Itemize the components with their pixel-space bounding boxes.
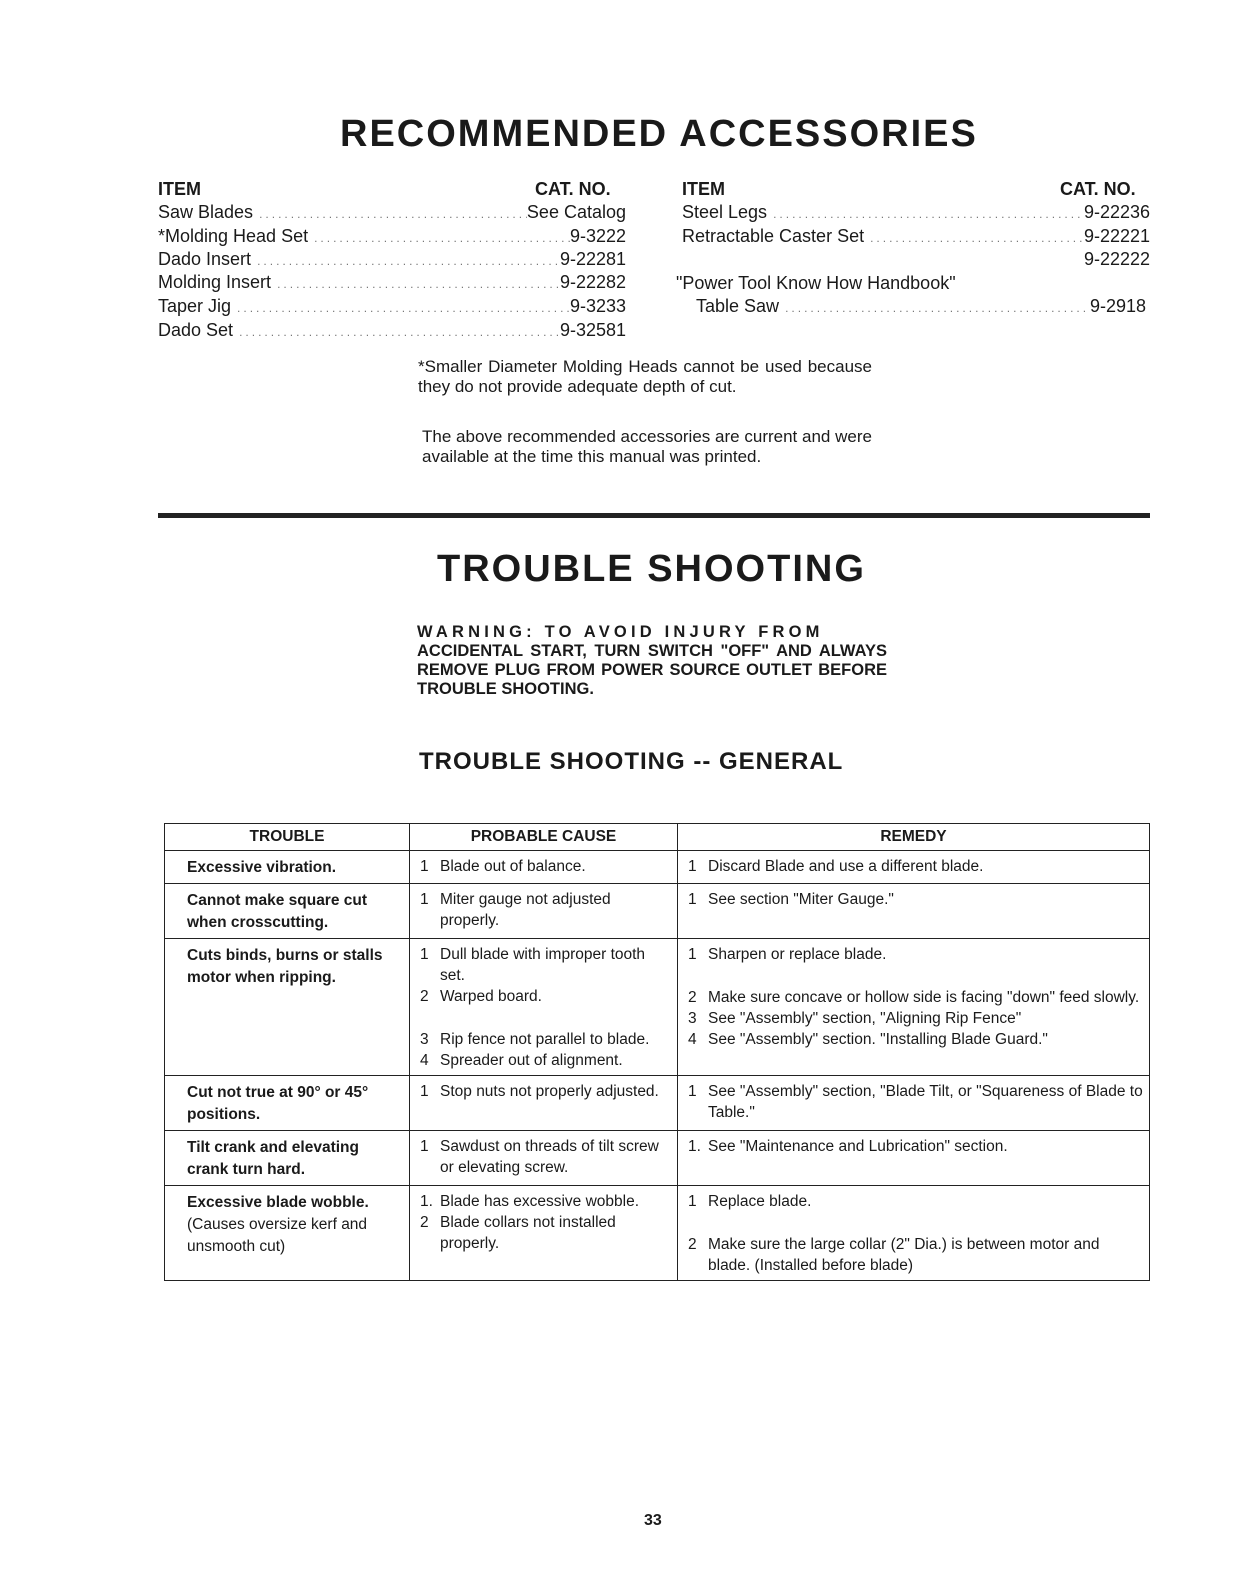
remedy-cell xyxy=(678,939,1150,1076)
cause-cell xyxy=(410,884,678,939)
accessory-row xyxy=(158,272,626,293)
accessories-title: RECOMMENDED ACCESSORIES xyxy=(340,113,978,155)
item-number: 4 xyxy=(688,1031,697,1048)
item-number: 1 xyxy=(420,946,429,963)
cause-text: Spreader out of alignment. xyxy=(440,1052,623,1069)
cause-header: PROBABLE CAUSE xyxy=(410,824,678,851)
cause-cell xyxy=(410,939,678,1076)
cause-text: Blade collars not installed properly. xyxy=(440,1214,616,1252)
trouble-cell: Cannot make square cut when crosscutting. xyxy=(165,884,410,939)
table-row xyxy=(165,1076,1150,1131)
trouble-text: Excessive blade wobble. xyxy=(187,1194,369,1211)
accessory-item: Steel Legs xyxy=(682,202,768,222)
cause-text: Rip fence not parallel to blade. xyxy=(440,1031,650,1048)
accessory-item: "Power Tool Know How Handbook" xyxy=(676,273,956,293)
cause-cell xyxy=(410,851,678,884)
warning-line: WARNING: TO AVOID INJURY FROM xyxy=(417,623,824,641)
accessory-item: Saw Blades xyxy=(158,202,254,222)
accessory-cat-no: 9-2918 xyxy=(1089,296,1146,316)
remedy-text: See "Assembly" section, "Blade Tilt, or "Squareness of Blade to Table." xyxy=(708,1083,1143,1121)
left-cat-header: CAT. NO. xyxy=(535,179,611,199)
accessory-cat-no: 9-22282 xyxy=(559,272,626,292)
remedy-text: Make sure the large collar (2" Dia.) is between motor and blade. (Installed before blade) xyxy=(708,1236,1100,1274)
accessory-row xyxy=(158,249,626,270)
page-number: 33 xyxy=(644,1512,662,1529)
cause-text: Blade out of balance. xyxy=(440,858,586,875)
remedy-cell xyxy=(678,851,1150,884)
remedy-text: Discard Blade and use a different blade. xyxy=(708,858,984,875)
item-number: 1. xyxy=(420,1193,433,1210)
accessory-row xyxy=(682,226,1150,247)
accessory-row xyxy=(682,202,1150,223)
trouble-header: TROUBLE xyxy=(165,824,410,851)
item-number: 2 xyxy=(688,989,697,1006)
cause-text: Stop nuts not properly adjusted. xyxy=(440,1083,659,1100)
table-header-row xyxy=(165,824,1150,851)
trouble-cell xyxy=(165,1186,410,1281)
accessory-item: Taper Jig xyxy=(158,296,232,316)
item-number: 1 xyxy=(688,1083,697,1100)
right-cat-header: CAT. NO. xyxy=(1060,179,1136,199)
troubleshooting-title: TROUBLE SHOOTING xyxy=(437,548,866,590)
section-divider xyxy=(158,513,1150,518)
item-number: 1 xyxy=(420,1138,429,1155)
table-row xyxy=(165,884,1150,939)
accessory-cat-no: 9-3222 xyxy=(569,226,626,246)
warning-text: ACCIDENTAL START, TURN SWITCH "OFF" AND ALWAYS REMOVE PLUG FROM POWER SOURCE OUTLET BEFORE TROUBLE SHOOTING. xyxy=(417,642,887,698)
table-row xyxy=(165,939,1150,1076)
accessory-item: Dado Set xyxy=(158,320,234,340)
accessory-item: Retractable Caster Set xyxy=(682,226,865,246)
accessory-cat-no: 9-22281 xyxy=(559,249,626,269)
accessory-cat-no: See Catalog xyxy=(526,202,626,222)
table-row xyxy=(165,1186,1150,1281)
left-item-header: ITEM xyxy=(158,179,201,199)
accessory-cat-no: 9-3233 xyxy=(569,296,626,316)
cause-text: Dull blade with improper tooth set. xyxy=(440,946,646,984)
item-number: 2 xyxy=(688,1236,697,1253)
remedy-text: Make sure concave or hollow side is facing "down" feed slowly. xyxy=(708,989,1140,1006)
remedy-text: See "Assembly" section. "Installing Blade Guard." xyxy=(708,1031,1048,1048)
remedy-text: Replace blade. xyxy=(708,1193,812,1210)
accessory-cat-no: 9-32581 xyxy=(559,320,626,340)
accessory-row xyxy=(158,226,626,247)
item-number: 1 xyxy=(420,891,429,908)
troubleshooting-table xyxy=(164,823,1150,1281)
item-number: 2 xyxy=(420,988,429,1005)
item-number: 3 xyxy=(420,1031,429,1048)
item-number: 1 xyxy=(688,891,697,908)
warning-notice xyxy=(417,623,887,699)
cause-text: Sawdust on threads of tilt screw or elevating screw. xyxy=(440,1138,659,1176)
item-number: 1 xyxy=(420,1083,429,1100)
footnote: *Smaller Diameter Molding Heads cannot be used because they do not provide adequate depth of cut. xyxy=(418,357,872,396)
cause-text: Miter gauge not adjusted properly. xyxy=(440,891,611,929)
cause-cell xyxy=(410,1186,678,1281)
remedy-header: REMEDY xyxy=(678,824,1150,851)
item-number: 1 xyxy=(420,858,429,875)
accessory-cat-no: 9-22222 xyxy=(1083,249,1150,269)
remedy-text: See section "Miter Gauge." xyxy=(708,891,894,908)
cause-cell xyxy=(410,1076,678,1131)
cause-cell xyxy=(410,1131,678,1186)
trouble-cell: Cuts binds, burns or stalls motor when ripping. xyxy=(165,939,410,1076)
accessory-row xyxy=(696,296,1146,317)
accessory-item: *Molding Head Set xyxy=(158,226,309,246)
trouble-cell: Tilt crank and elevating crank turn hard. xyxy=(165,1131,410,1186)
accessory-cat-no: 9-22221 xyxy=(1083,226,1150,246)
trouble-note: (Causes oversize kerf and unsmooth cut) xyxy=(187,1216,368,1255)
accessory-item: Molding Insert xyxy=(158,272,272,292)
trouble-cell: Cut not true at 90° or 45° positions. xyxy=(165,1076,410,1131)
item-number: 3 xyxy=(688,1010,697,1027)
accessory-cat-no: 9-22236 xyxy=(1083,202,1150,222)
remedy-cell xyxy=(678,1131,1150,1186)
accessory-row xyxy=(158,320,626,341)
accessory-row xyxy=(158,202,626,223)
item-number: 1 xyxy=(688,858,697,875)
remedy-text: Sharpen or replace blade. xyxy=(708,946,887,963)
trouble-cell: Excessive vibration. xyxy=(165,851,410,884)
currency-note: The above recommended accessories are current and were available at the time this manual was printed. xyxy=(422,427,872,466)
accessory-row xyxy=(158,296,626,317)
remedy-cell xyxy=(678,1186,1150,1281)
troubleshooting-subtitle: TROUBLE SHOOTING -- GENERAL xyxy=(419,748,844,775)
item-number: 1. xyxy=(688,1138,701,1155)
cause-text: Blade has excessive wobble. xyxy=(440,1193,640,1210)
table-row xyxy=(165,1131,1150,1186)
item-number: 1 xyxy=(688,1193,697,1210)
item-number: 1 xyxy=(688,946,697,963)
cause-text: Warped board. xyxy=(440,988,542,1005)
accessory-item: Dado Insert xyxy=(158,249,252,269)
remedy-text: See "Assembly" section, "Aligning Rip Fence" xyxy=(708,1010,1022,1027)
remedy-text: See "Maintenance and Lubrication" section. xyxy=(708,1138,1008,1155)
accessory-item: Table Saw xyxy=(696,296,780,316)
remedy-cell xyxy=(678,1076,1150,1131)
table-row xyxy=(165,851,1150,884)
right-item-header: ITEM xyxy=(682,179,725,199)
item-number: 4 xyxy=(420,1052,429,1069)
remedy-cell xyxy=(678,884,1150,939)
item-number: 2 xyxy=(420,1214,429,1231)
